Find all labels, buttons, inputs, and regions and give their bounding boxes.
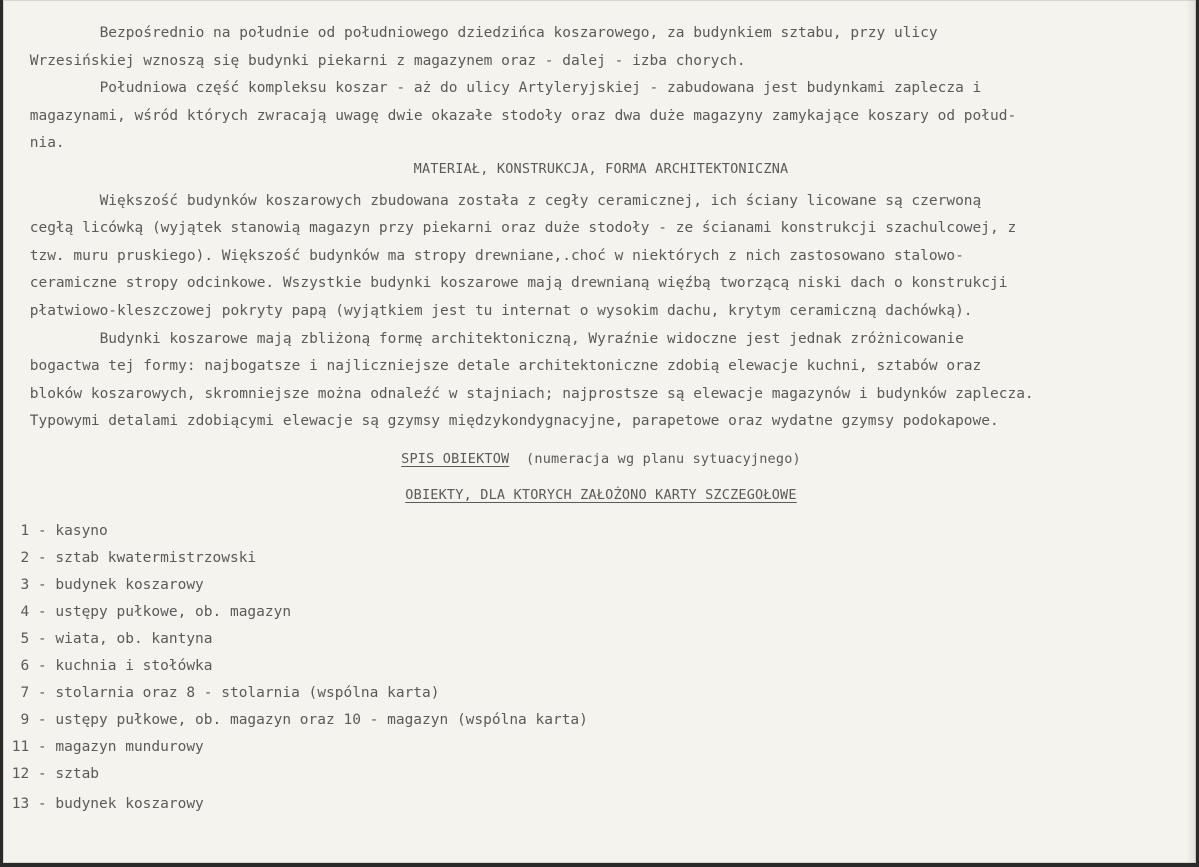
text-line: Większość budynków koszarowych zbudowana została z cegły ceramicznej, ich ściany licowane są czerwoną <box>21 192 982 209</box>
list-item: 6 - kuchnia i stołówka <box>3 658 213 674</box>
spis-subtitle-line <box>21 482 1181 510</box>
list-item: 5 - wiata, ob. kantyna <box>3 631 213 647</box>
list-item: 4 - ustępy pułkowe, ob. magazyn <box>3 604 292 620</box>
paragraph-3 <box>21 188 1181 326</box>
document-page <box>3 0 1196 863</box>
list-item: 11 - magazyn mundurowy <box>3 739 204 755</box>
spis-title: SPIS OBIEKTOW <box>401 450 510 467</box>
text-line: bloków koszarowych, skromniejsze można odnaleźć w stajniach; najprostsze są elewacje magazynów i budynków zaplecza. <box>21 385 1034 402</box>
text-line: Południowa część kompleksu koszar - aż do ulicy Artyleryjskiej - zabudowana jest budynkami zaplecza i <box>21 80 982 97</box>
paragraph-4 <box>21 326 1181 436</box>
list-item: 9 - ustępy pułkowe, ob. magazyn oraz 10 - magazyn (wspólna karta) <box>3 712 588 728</box>
document-body <box>21 20 1181 509</box>
text-line: tzw. muru pruskiego). Większość budynków ma stropy drewniane,.choć w niektórych z nich zastosowano stalowo- <box>21 247 964 264</box>
text-line: płatwiowo-kleszczowej pokryty papą (wyjątkiem jest tu internat o wysokim dachu, krytym ceramiczną dachówką). <box>21 302 973 319</box>
text-line: magazynami, wśród których zwracają uwagę dwie okazałe stodoły oraz dwa duże magazyny zamykające koszary od połud- <box>21 107 1017 124</box>
spis-note: (numeracja wg planu sytuacyjnego) <box>509 450 801 467</box>
spis-subtitle: OBIEKTY, DLA KTORYCH ZAŁOŻONO KARTY SZCZEGOŁOWE <box>405 486 797 503</box>
text-line: ceramiczne stropy odcinkowe. Wszystkie budynki koszarowe mają drewnianą więźbą tworzącą niski dach o konstrukcji <box>21 275 1008 292</box>
text-line: nia. <box>21 135 65 152</box>
paragraph-2 <box>21 75 1181 158</box>
list-item: 12 - sztab <box>3 766 100 782</box>
paragraph-1 <box>21 20 1181 75</box>
text-line: Typowymi detalami zdobiącymi elewacje są gzymsy międzykondygnacyjne, parapetowe oraz wydatne gzymsy podokapowe. <box>21 413 999 430</box>
section-heading: MATERIAŁ, KONSTRUKCJA, FORMA ARCHITEKTONICZNA <box>413 160 789 177</box>
text-line: Budynki koszarowe mają zbliżoną formę architektoniczną, Wyraźnie widoczne jest jednak zróżnicowanie <box>21 330 964 347</box>
list-item: 13 - budynek koszarowy <box>3 796 204 812</box>
list-item: 2 - sztab kwatermistrzowski <box>3 550 257 566</box>
text-line: Wrzesińskiej wznoszą się budynki piekarni z magazynem oraz - dalej - izba chorych. <box>21 52 746 69</box>
text-line: Bezpośrednio na południe od południowego dziedzińca koszarowego, za budynkiem sztabu, przy ulicy <box>21 25 938 41</box>
objects-list <box>3 518 588 818</box>
spis-title-line <box>21 446 1181 474</box>
list-item: 7 - stolarnia oraz 8 - stolarnia (wspólna karta) <box>3 685 440 701</box>
list-item: 1 - kasyno <box>3 523 108 539</box>
text-line: bogactwa tej formy: najbogatsze i najliczniejsze detale architektoniczne zdobią elewacje kuchni, sztabów oraz <box>21 358 982 375</box>
text-line: cegłą licówką (wyjątek stanowią magazyn przy piekarni oraz duże stodoły - ze ścianami konstrukcji szachulcowej, z <box>21 220 1017 237</box>
list-item: 3 - budynek koszarowy <box>3 577 204 593</box>
